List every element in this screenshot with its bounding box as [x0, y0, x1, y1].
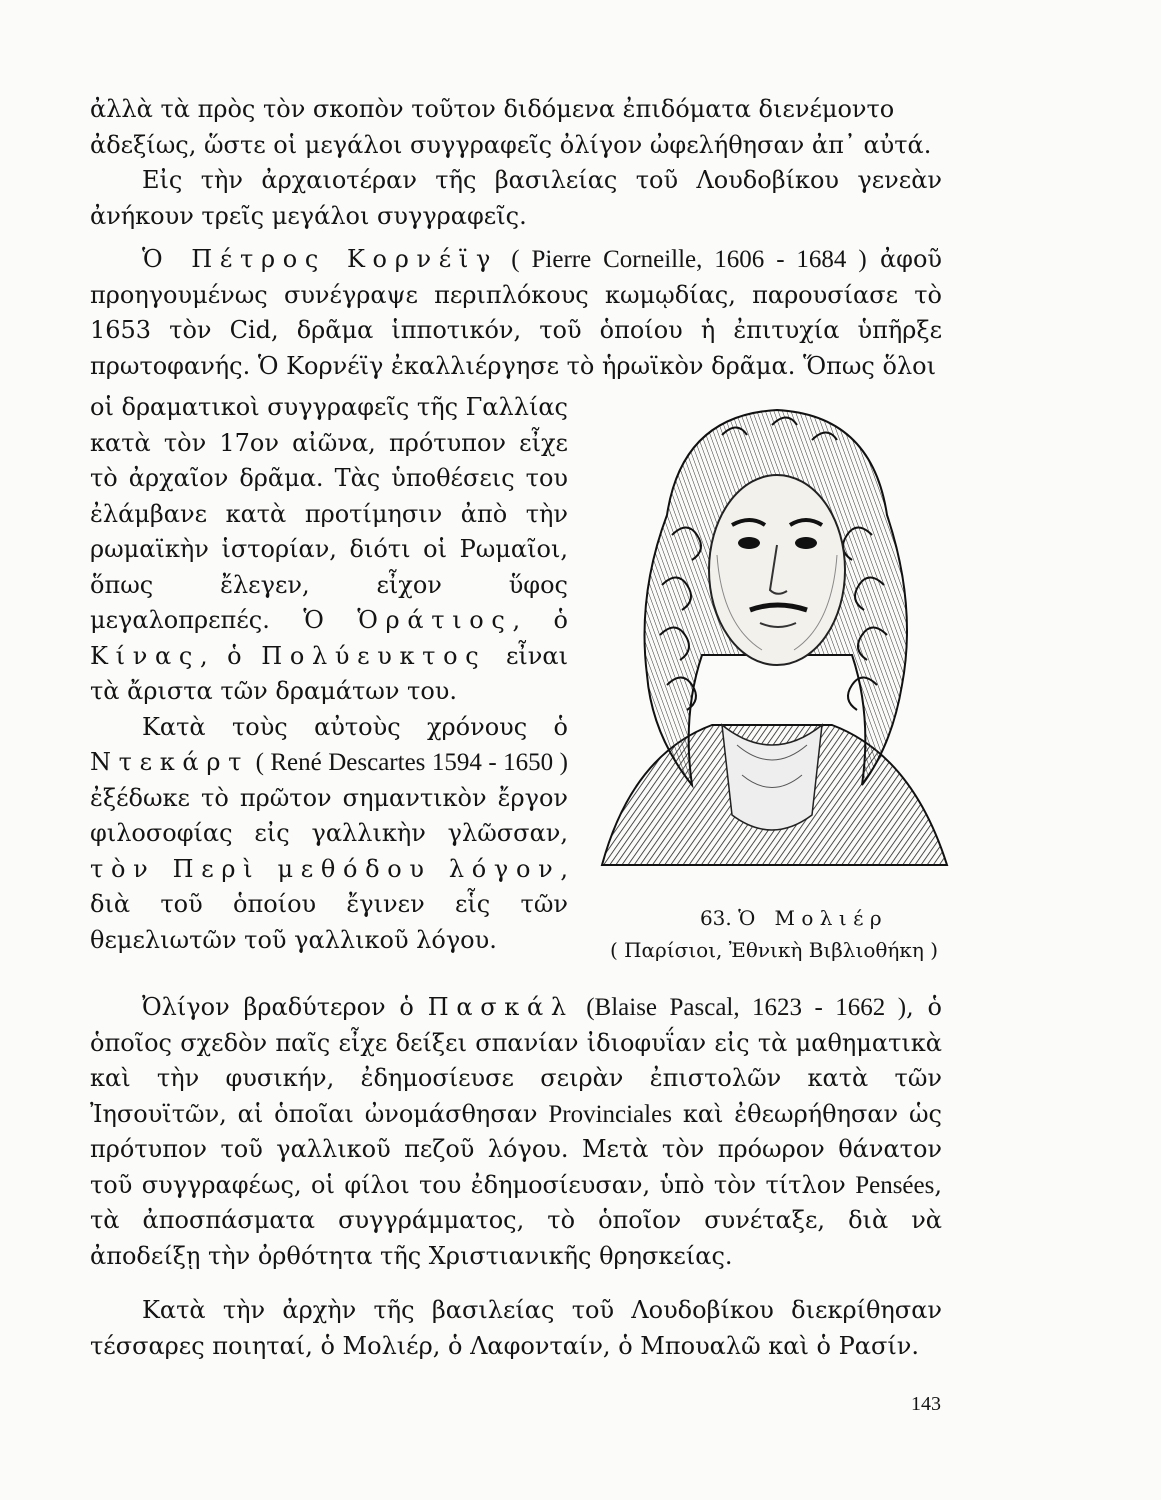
pascal-text-4: , τὰ ἀποσπάσματα συγγράμματος, τὸ ὁποῖον συνέταξε, διὰ νὰ ἀποδείξῃ τὴν ὀρθότητα τῆς Χριστιανικῆς θρησκείας.: [90, 1170, 942, 1270]
paragraph-1-line-1: ἀλλὰ τὰ πρὸς τὸν σκοπὸν τοῦτον διδόμενα ἐπιδόματα διενέμοντο: [90, 95, 895, 123]
cinna-title: Κίνας: [90, 641, 200, 670]
pascal-text-3: καὶ ἐθεωρήθησαν ὡς πρότυπον τοῦ γαλλικοῦ πεζοῦ λόγου. Μετὰ τὸν πρόωρον θάνατον τοῦ συγγραφέως, οἱ φίλοι του ἐδημοσίευσαν, ὑπὸ τὸν τίτλον: [90, 1099, 942, 1199]
figure-source: ( Παρίσιοι, Ἐθνικὴ Βιβλιοθήκη ): [609, 938, 939, 962]
corneille-text: ἀφοῦ προηγουμένως συνέγραψε περιπλόκους κωμῳδίας, παρουσίασε τὸ 1653 τὸν Cid, δρᾶμα ἱπποτικόν, τοῦ ὁποίου ἡ ἐπιτυχία ὑπῆρξε πρωτοφανής. Ὁ Κορνέϊγ ἐκαλλιέργησε τὸ ἡρωϊκὸν δρᾶμα. Ὅπως ὅλοι: [90, 245, 943, 380]
paragraph-pascal: [90, 990, 942, 1274]
top-text-block: [90, 92, 942, 384]
pascal-name: Πασκάλ: [427, 993, 574, 1021]
moliere-figure: [572, 395, 972, 900]
paragraph-1: [90, 92, 942, 163]
narrow-text-column: [90, 390, 568, 958]
figure-name: Ὁ Μολιέρ: [738, 906, 889, 930]
paragraph-descartes: [90, 710, 568, 959]
descartes-name: Ντεκάρτ: [90, 748, 250, 776]
paragraph-2: Εἰς τὴν ἀρχαιοτέραν τῆς βασιλείας τοῦ Λουδοβίκου γενεὰν ἀνήκουν τρεῖς μεγάλοι συγγραφεῖς.: [90, 166, 942, 230]
descartes-text-2: ἐξέδωκε τὸ πρῶτον σημαντικὸν ἔργον φιλοσοφίας εἰς γαλλικὴν γλῶσσαν,: [90, 783, 568, 847]
corneille-name: Ὁ Πέτρος Κορνέϊγ: [142, 245, 498, 273]
paragraph-corneille-cont: [90, 390, 568, 710]
pascal-latin: (Blaise Pascal, 1623 - 1662 ): [573, 994, 907, 1021]
figure-number: 63.: [699, 906, 732, 930]
page-number: 143: [911, 1393, 941, 1415]
pascal-text-block: [90, 990, 942, 1274]
polyeuctus-title: Πολύευκτος: [261, 641, 487, 670]
pascal-text-1: Ὀλίγον βραδύτερον ὁ: [142, 993, 428, 1021]
figure-caption: [584, 902, 964, 966]
moliere-portrait-engraving: [572, 395, 972, 900]
corneille-cont-text-1: οἱ δραματικοὶ συγγραφεῖς τῆς Γαλλίας κατὰ τὸν 17ον αἰῶνα, πρότυπον εἶχε τὸ ἀρχαῖον δρᾶμα. Τὰς ὑποθέσεις του ἐλάμβανε κατὰ προτίμησιν ἀπὸ τὴν ρωμαϊκὴν ἱστορίαν, διότι οἱ Ρωμαῖοι, ὅπως ἔλεγεν, εἶχον ὕφος μεγαλοπρεπές. Ὁ: [90, 393, 568, 634]
caption-title: [584, 902, 964, 934]
paragraph-1-line-2: ἀδεξίως, ὥστε οἱ μεγάλοι συγγραφεῖς ὀλίγον ὠφελήθησαν ἀπ᾽ αὐτά.: [90, 130, 932, 159]
corneille-cont-text-2: , ὁ: [512, 606, 568, 634]
horatius-title: Ὁράτιος: [357, 606, 513, 634]
pascal-text-2: , ὁ ὁποῖος σχεδὸν παῖς εἶχε δείξει σπανίαν ἰδιοφυΐαν εἰς τὰ μαθηματικὰ καὶ τὴν φυσικήν, ἐδημοσίευσε σειρὰν ἐπιστολῶν κατὰ τῶν Ἰησουϊτῶν, αἱ ὁποῖαι ὠνομάσθησαν: [90, 993, 942, 1128]
descartes-text-1: Κατὰ τοὺς αὐτοὺς χρόνους ὁ: [142, 712, 568, 741]
descartes-work-title: τὸν Περὶ μεθόδου λόγον: [90, 854, 561, 883]
closing-text-block: [90, 1293, 942, 1364]
corneille-cont-text-4: εἶναι τὰ ἄριστα τῶν δραμάτων του.: [90, 641, 568, 705]
paragraph-corneille: [90, 242, 942, 384]
paragraph-closing: Κατὰ τὴν ἀρχὴν τῆς βασιλείας τοῦ Λουδοβίκου διεκρίθησαν τέσσαρες ποιηταί, ὁ Μολιέρ, ὁ Λαφονταίν, ὁ Μπουαλῶ καὶ ὁ Ρασίν.: [90, 1296, 942, 1360]
descartes-latin: ( René Descartes 1594 - 1650 ): [249, 749, 568, 776]
provinciales-title: Provinciales: [548, 1100, 672, 1128]
pensees-title: Pensées: [855, 1171, 935, 1199]
descartes-text-3: , διὰ τοῦ ὁποίου ἔγινεν εἷς τῶν θεμελιωτῶν τοῦ γαλλικοῦ λόγου.: [90, 854, 568, 954]
corneille-cont-text-3: , ὁ: [199, 641, 262, 670]
corneille-latin: ( Pierre Corneille, 1606 - 1684 ): [511, 246, 867, 273]
